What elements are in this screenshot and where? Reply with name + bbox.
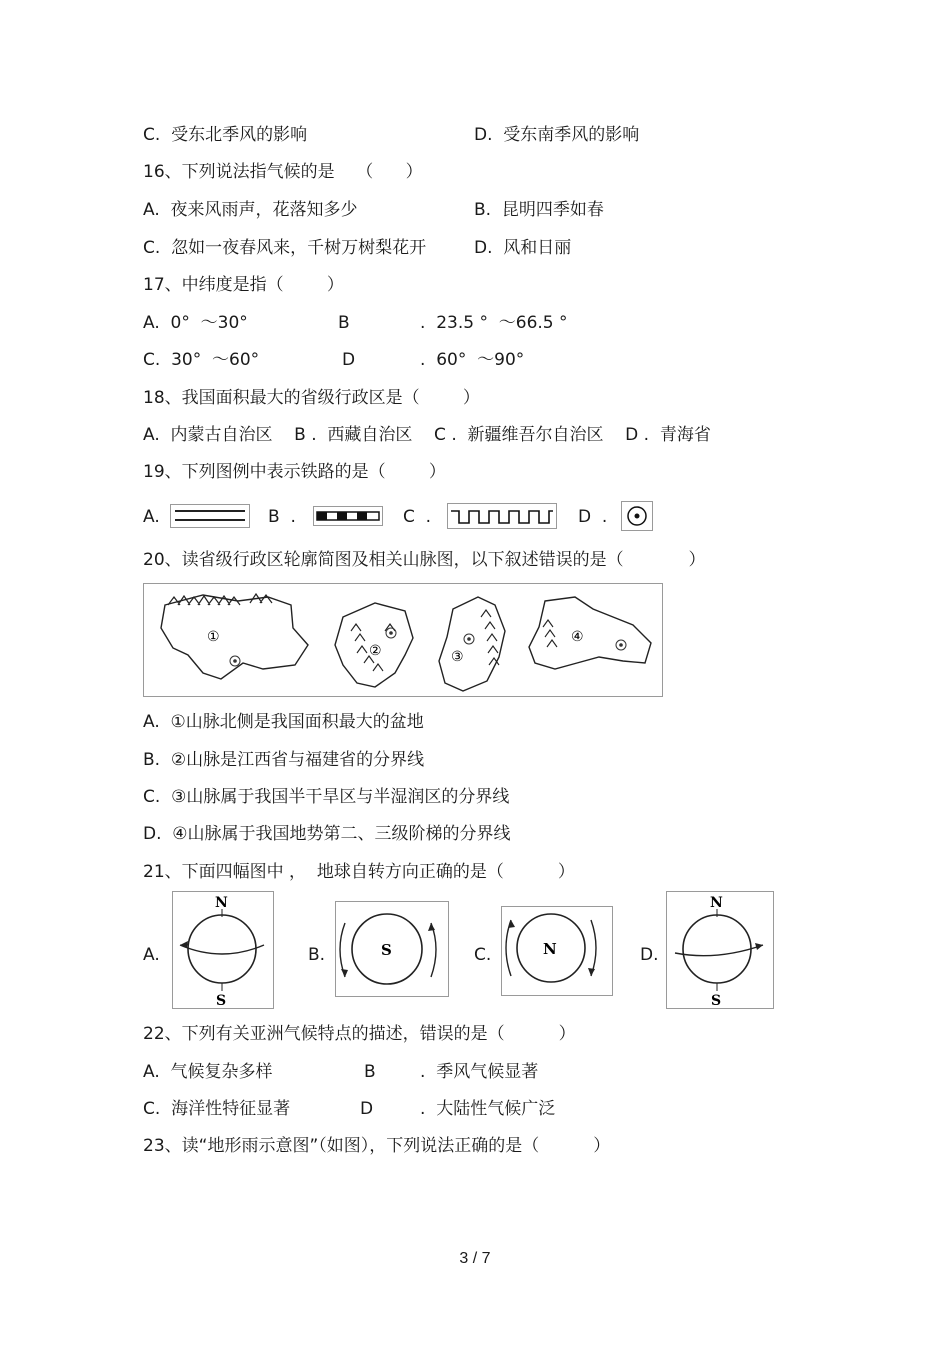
q17-option-b-letter: B bbox=[338, 313, 350, 333]
double-line-road-icon bbox=[170, 504, 250, 528]
q22-stem: 22、下列有关亚洲气候特点的描述，错误的是（ ） bbox=[143, 1024, 576, 1044]
great-wall-icon bbox=[447, 503, 557, 529]
q16-stem: 16、下列说法指气候的是 （ ） bbox=[143, 162, 423, 182]
earth-rotation-figure-a bbox=[172, 891, 274, 1009]
q17-option-b-text: . 23.5 ° ～66.5 ° bbox=[420, 313, 568, 333]
q20-option-a: A. ①山脉北侧是我国面积最大的盆地 bbox=[143, 712, 424, 732]
province-outline-map-figure bbox=[143, 583, 663, 697]
map-label-2: ② bbox=[369, 643, 382, 659]
q15-option-d: D. 受东南季风的影响 bbox=[474, 125, 640, 145]
q21-label-b: B. bbox=[308, 945, 326, 965]
q20-option-c: C. ③山脉属于我国半干旱区与半湿润区的分界线 bbox=[143, 787, 510, 807]
north-pole-label: N bbox=[215, 895, 228, 911]
railway-icon bbox=[313, 506, 383, 526]
q22-option-c: C. 海洋性特征显著 bbox=[143, 1099, 291, 1119]
earth-rotation-figure-c bbox=[501, 906, 613, 996]
q21-label-c: C. bbox=[474, 945, 492, 965]
q16-option-a: A. 夜来风雨声，花落知多少 bbox=[143, 200, 358, 220]
south-pole-label: S bbox=[216, 993, 227, 1009]
south-pole-label-d: S bbox=[711, 993, 722, 1009]
map-label-4: ④ bbox=[571, 629, 584, 645]
q16-option-c: C. 忽如一夜春风来，千树万树梨花开 bbox=[143, 238, 427, 258]
q19-label-d: D . bbox=[578, 507, 608, 527]
q17-option-c: C. 30° ～60° bbox=[143, 350, 260, 370]
north-pole-center-label: N bbox=[543, 940, 557, 958]
q19-stem: 19、下列图例中表示铁路的是（ ） bbox=[143, 462, 446, 482]
q21-stem: 21、下面四幅图中 ， 地球自转方向正确的是（ ） bbox=[143, 862, 575, 882]
q17-option-d-letter: D bbox=[342, 350, 356, 370]
q20-stem: 20、读省级行政区轮廓简图及相关山脉图，以下叙述错误的是（ ） bbox=[143, 550, 706, 570]
q18-stem: 18、我国面积最大的省级行政区是（ ） bbox=[143, 388, 480, 408]
map-label-3: ③ bbox=[451, 649, 464, 665]
q22-option-a: A. 气候复杂多样 bbox=[143, 1062, 273, 1082]
q19-label-c: C . bbox=[403, 507, 432, 527]
q17-option-a: A. 0° ～30° bbox=[143, 313, 248, 333]
north-pole-label-d: N bbox=[710, 895, 723, 911]
q22-option-b-text: . 季风气候显著 bbox=[420, 1062, 539, 1082]
q20-option-b: B. ②山脉是江西省与福建省的分界线 bbox=[143, 750, 425, 770]
q20-option-d: D. ④山脉属于我国地势第二、三级阶梯的分界线 bbox=[143, 824, 511, 844]
q19-label-b: B . bbox=[268, 507, 296, 527]
q16-option-b: B. 昆明四季如春 bbox=[474, 200, 604, 220]
earth-rotation-figure-b bbox=[335, 901, 449, 997]
q15-option-c: C. 受东北季风的影响 bbox=[143, 125, 308, 145]
q17-option-d-text: . 60° ～90° bbox=[420, 350, 525, 370]
q22-option-d-letter: D bbox=[360, 1099, 374, 1119]
q23-stem: 23、读“地形雨示意图”（如图），下列说法正确的是（ ） bbox=[143, 1136, 611, 1156]
q21-label-d: D. bbox=[640, 945, 659, 965]
south-pole-center-label: S bbox=[381, 941, 392, 959]
q22-option-d-text: . 大陆性气候广泛 bbox=[420, 1099, 556, 1119]
q16-option-d: D. 风和日丽 bbox=[474, 238, 572, 258]
page-number: 3 / 7 bbox=[459, 1250, 491, 1267]
earth-rotation-figure-d bbox=[666, 891, 774, 1009]
map-label-1: ① bbox=[207, 629, 220, 645]
q18-options: A. 内蒙古自治区 B . 西藏自治区 C . 新疆维吾尔自治区 D . 青海省 bbox=[143, 425, 711, 445]
q21-label-a: A. bbox=[143, 945, 160, 965]
q22-option-b-letter: B bbox=[364, 1062, 376, 1082]
q19-label-a: A. bbox=[143, 507, 160, 527]
capital-city-icon bbox=[621, 501, 653, 531]
q17-stem: 17、中纬度是指（ ） bbox=[143, 275, 344, 295]
